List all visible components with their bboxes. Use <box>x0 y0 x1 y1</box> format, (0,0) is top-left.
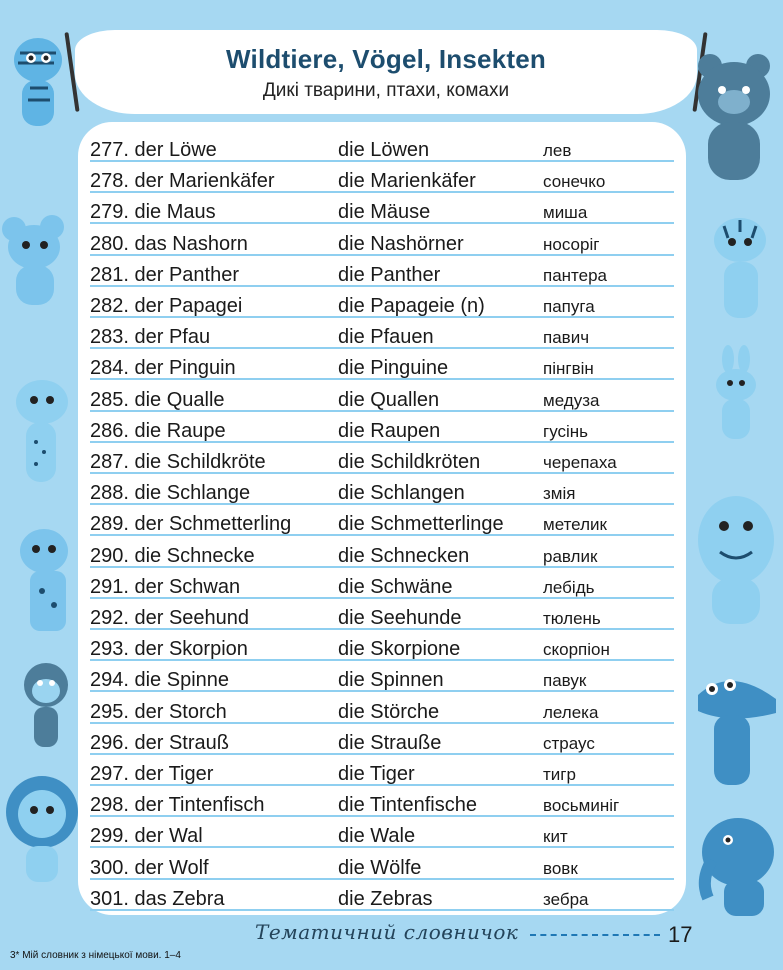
singular-word: 282. der Papagei <box>90 295 243 317</box>
singular-word: 297. der Tiger <box>90 763 214 785</box>
word-row <box>78 728 686 756</box>
word-row <box>78 197 686 225</box>
word-row <box>78 353 686 381</box>
translation: страус <box>543 733 595 753</box>
translation: лелека <box>543 702 599 722</box>
translation: лебідь <box>543 577 595 597</box>
singular-word: 288. die Schlange <box>90 482 251 505</box>
plural-word: die Papageie (n) <box>338 295 485 317</box>
singular-word: 299. der Wal <box>90 825 203 848</box>
word-row <box>78 447 686 475</box>
word-row <box>78 884 686 912</box>
singular-word: 281. der Panther <box>90 263 239 286</box>
singular-word: 284. der Pinguin <box>90 357 236 380</box>
translation: тигр <box>543 765 576 784</box>
plural-word: die Panther <box>338 263 441 286</box>
section-name: Тематичний словничок <box>255 920 519 944</box>
translation: медуза <box>543 390 600 410</box>
tiger-icon <box>706 208 776 328</box>
word-row <box>78 853 686 881</box>
mouse-icon <box>0 205 74 315</box>
translation: равлик <box>543 546 598 566</box>
singular-word: 294. die Spinne <box>90 669 230 692</box>
giraffe-icon <box>12 515 78 645</box>
lion-icon <box>4 770 80 890</box>
plural-word: die Schwäne <box>338 575 453 598</box>
translation: кит <box>543 827 568 847</box>
plural-word: die Wölfe <box>338 856 422 879</box>
plural-word: die Spinnen <box>338 669 444 692</box>
plural-word: die Schlangen <box>338 482 465 505</box>
translation: пантера <box>543 265 608 285</box>
singular-word: 295. der Storch <box>90 700 227 723</box>
singular-word: 280. das Nashorn <box>90 232 248 255</box>
plural-word: die Raupen <box>338 419 441 442</box>
word-row <box>78 759 686 787</box>
word-row <box>78 135 686 163</box>
plural-word: die Pinguine <box>338 357 449 380</box>
translation: миша <box>543 203 588 223</box>
zebra-icon <box>8 28 68 148</box>
word-row <box>78 665 686 693</box>
plural-word: die Quallen <box>338 388 440 411</box>
translation: носоріг <box>543 234 600 254</box>
hippo-icon <box>694 490 778 630</box>
singular-word: 285. die Qualle <box>90 388 225 411</box>
word-row <box>78 291 686 319</box>
monkey-icon <box>12 655 78 755</box>
word-row <box>78 322 686 350</box>
plural-word: die Tiger <box>338 763 415 785</box>
translation: змія <box>543 484 576 504</box>
word-row <box>78 572 686 600</box>
translation: пінгвін <box>543 359 594 379</box>
translation: павук <box>543 671 587 691</box>
singular-word: 293. der Skorpion <box>90 638 248 661</box>
translation: папуга <box>543 297 595 316</box>
word-row <box>78 541 686 569</box>
word-row <box>78 229 686 257</box>
singular-word: 301. das Zebra <box>90 887 225 910</box>
translation: тюлень <box>543 609 601 628</box>
translation: гусінь <box>543 421 589 441</box>
plural-word: die Strauße <box>338 731 442 754</box>
translation: восьминіг <box>543 796 620 816</box>
singular-word: 292. der Seehund <box>90 607 250 629</box>
translation: сонечко <box>543 172 606 192</box>
plural-word: die Tintenfische <box>338 794 477 817</box>
singular-word: 287. die Schildkröte <box>90 451 266 473</box>
plural-word: die Pfauen <box>338 326 434 349</box>
word-row <box>78 166 686 194</box>
translation: павич <box>543 328 590 348</box>
singular-word: 290. die Schnecke <box>90 544 255 567</box>
translation: лев <box>543 141 572 160</box>
word-row <box>78 697 686 725</box>
singular-word: 296. der Strauß <box>90 731 229 754</box>
page-number: 17 <box>668 922 693 947</box>
leopard-icon <box>6 372 76 492</box>
word-row <box>78 416 686 444</box>
rabbit-icon <box>706 345 766 445</box>
translation: скорпіон <box>543 640 610 660</box>
singular-word: 286. die Raupe <box>90 419 226 442</box>
plural-word: die Mäuse <box>338 201 431 224</box>
word-row <box>78 790 686 818</box>
page-subtitle: Дикі тварини, птахи, комахи <box>262 80 510 101</box>
singular-word: 283. der Pfau <box>90 326 211 349</box>
plural-word: die Schmetterlinge <box>338 513 504 536</box>
word-row <box>78 385 686 413</box>
word-row <box>78 260 686 288</box>
singular-word: 291. der Schwan <box>90 575 241 598</box>
bear-icon <box>690 50 778 190</box>
plural-word: die Zebras <box>338 887 433 910</box>
plural-word: die Nashörner <box>338 232 464 255</box>
plural-word: die Schildkröten <box>338 451 481 473</box>
book-info: 3* Мій словник з німецької мови. 1–4 <box>10 950 181 961</box>
translation: зебра <box>543 889 589 909</box>
translation: черепаха <box>543 453 617 472</box>
plural-word: die Störche <box>338 700 440 723</box>
crocodile-icon <box>690 655 780 795</box>
singular-word: 289. der Schmetterling <box>90 513 292 536</box>
singular-word: 278. der Marienkäfer <box>90 170 275 193</box>
plural-word: die Wale <box>338 825 416 848</box>
translation: метелик <box>543 515 607 535</box>
word-row <box>78 603 686 631</box>
plural-word: die Löwen <box>338 139 430 161</box>
plural-word: die Marienkäfer <box>338 170 476 193</box>
plural-word: die Schnecken <box>338 544 470 567</box>
singular-word: 300. der Wolf <box>90 856 209 879</box>
elephant-icon <box>694 800 780 920</box>
page-title: Wildtiere, Vögel, Insekten <box>226 44 546 74</box>
word-row <box>78 509 686 537</box>
plural-word: die Skorpione <box>338 638 461 661</box>
word-row <box>78 478 686 506</box>
footer-wave <box>530 934 660 940</box>
singular-word: 277. der Löwe <box>90 139 217 161</box>
translation: вовк <box>543 858 578 878</box>
singular-word: 279. die Maus <box>90 201 216 224</box>
word-row <box>78 821 686 849</box>
singular-word: 298. der Tintenfisch <box>90 794 265 817</box>
word-row <box>78 634 686 662</box>
plural-word: die Seehunde <box>338 607 462 629</box>
